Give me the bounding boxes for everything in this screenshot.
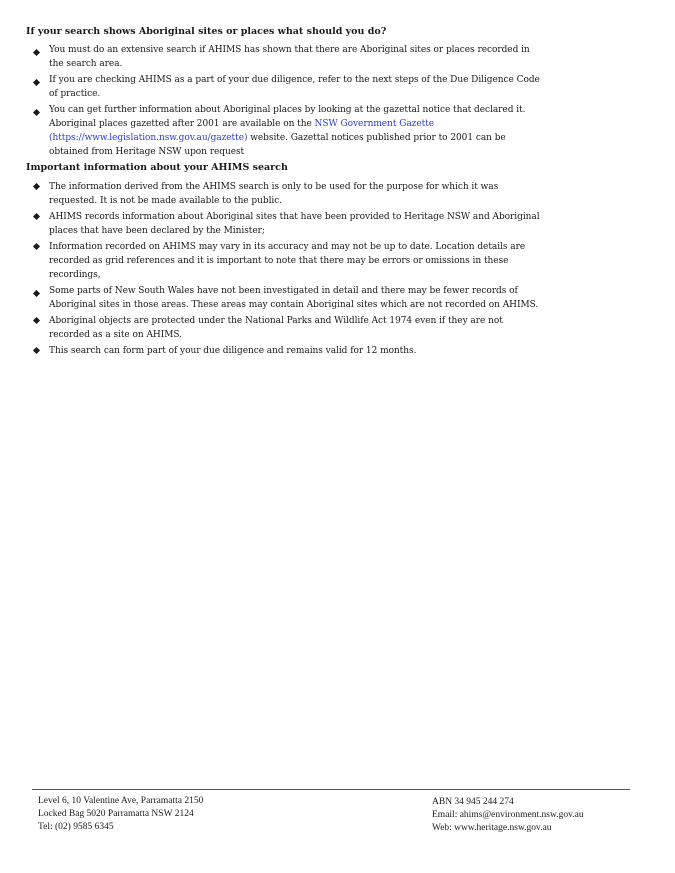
bullet-icon [33,243,40,250]
list-item [26,103,546,159]
list-item-text: If you are checking AHIMS as a part of your due diligence, refer to the next steps of the Due Diligence Code of practice. [49,75,540,99]
footer-contact [432,796,584,835]
footer-email: Email: ahims@environment.nsw.gov.au [432,810,584,820]
list-item-text: AHIMS records information about Aboriginal sites that have been provided to Heritage NSW and Aboriginal places that have been declared by the Minister; [49,212,540,236]
bullet-list-important-information [26,180,546,358]
footer-phone: Tel: (02) 9585 6345 [38,822,114,832]
list-item [26,180,546,208]
list-item-text: Information recorded on AHIMS may vary in its accuracy and may not be up to date. Location details are recorded as grid references and it is important to note that there may be errors or omissions in these recordings, [49,242,526,280]
bullet-icon [33,79,40,86]
list-item [26,240,546,282]
list-item [26,210,546,238]
list-item [26,43,546,71]
list-item [26,73,546,101]
bullet-icon [33,49,40,56]
section-heading-important-information: Important information about your AHIMS search [26,162,288,173]
bullet-icon [33,183,40,190]
list-item-text: website. Gazettal notices published prior to 2001 can be obtained from Heritage NSW upon request [49,133,506,157]
list-item-text: Aboriginal objects are protected under the National Parks and Wildlife Act 1974 even if they are not recorded as a site on AHIMS. [49,316,503,340]
footer-postal-line: Locked Bag 5020 Parramatta NSW 2124 [38,809,194,819]
bullet-icon [33,109,40,116]
bullet-icon [33,290,40,297]
footer-address [38,795,203,834]
footer-divider [32,789,630,790]
document-body [26,25,546,360]
list-item-text: The information derived from the AHIMS search is only to be used for the purpose for which it was requested. It is not be made available to the public. [49,182,499,206]
list-item-text: You must do an extensive search if AHIMS has shown that there are Aboriginal sites or places recorded in the search area. [49,45,530,69]
bullet-icon [33,317,40,324]
footer-web: Web: www.heritage.nsw.gov.au [432,823,552,833]
list-item-text: Some parts of New South Wales have not been investigated in detail and there may be fewer records of Aboriginal sites in those areas. These areas may contain Aboriginal sites which are not recorded on AHIMS. [49,286,539,310]
list-item [26,344,546,358]
footer-address-line: Level 6, 10 Valentine Ave, Parramatta 2150 [38,796,204,806]
bullet-icon [33,213,40,220]
nsw-gazette-link[interactable]: NSW Government Gazette (https://www.legislation.nsw.gov.au/gazette) [49,119,435,143]
bullet-list-aboriginal-sites [26,43,546,159]
list-item [26,314,546,342]
list-item-text: This search can form part of your due diligence and remains valid for 12 months. [49,346,417,356]
section-heading-aboriginal-sites: If your search shows Aboriginal sites or places what should you do? [26,26,387,37]
footer-abn: ABN 34 945 244 274 [432,797,514,807]
list-item [26,284,546,312]
list-item-text: You can get further information about Aboriginal places by looking at the gazettal notice that declared it. Aboriginal places gazetted after 2001 are available on the [49,105,526,129]
bullet-icon [33,347,40,354]
